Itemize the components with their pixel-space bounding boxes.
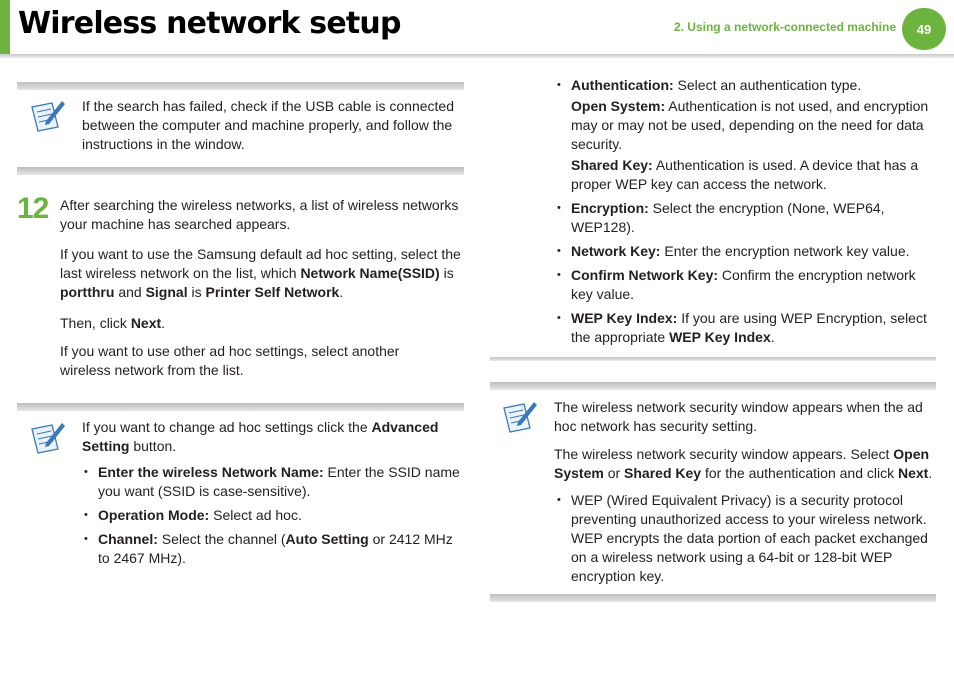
note-pencil-icon bbox=[28, 419, 68, 459]
list-item: • Confirm Network Key: Confirm the encryption network key value. bbox=[557, 266, 937, 304]
right-list-bottom-rule bbox=[490, 357, 936, 361]
list-item: • Enter the wireless Network Name: Enter the SSID name you want (SSID is case-sensitive). bbox=[84, 463, 462, 501]
note3-list bbox=[557, 491, 937, 591]
header-accent-bar bbox=[0, 0, 10, 54]
note3-paragraph-2: The wireless network security window appears. Select Open System or Shared Key for the authentication and click Next. bbox=[554, 446, 933, 481]
page-title: Wireless network setup bbox=[18, 6, 401, 41]
note2-list bbox=[84, 463, 462, 573]
note3-paragraph-1: The wireless network security window appears when the ad hoc network has security setting. bbox=[554, 399, 923, 434]
right-settings-list bbox=[557, 76, 937, 352]
note2-intro: If you want to change ad hoc settings click the Advanced Setting button. bbox=[82, 419, 439, 454]
note1-top-rule bbox=[17, 82, 464, 90]
open-system-desc: Open System: Authentication is not used, and encryption may or may not be used, depending on the need for data security. bbox=[571, 98, 929, 152]
list-item: • WEP (Wired Equivalent Privacy) is a security protocol preventing unauthorized access to your wireless network. WEP encrypts the data portion of each packet exchanged on a wireless network using a 64-bit or 128-bit WEP encryption key. bbox=[557, 491, 937, 586]
header-divider bbox=[0, 54, 954, 58]
note2-top-rule bbox=[17, 403, 464, 411]
list-item: • Authentication: Select an authentication type. Open System: Authentication is not used, and encryption may or may not be used, depending on the need for data security. Shared Key: Authentication is used. A device that has a proper WEP key can access the network. bbox=[557, 76, 937, 194]
section-label: 2. Using a network-connected machine bbox=[673, 20, 896, 34]
note-pencil-icon bbox=[500, 398, 540, 438]
list-item: • Network Key: Enter the encryption network key value. bbox=[557, 242, 937, 261]
note-pencil-icon bbox=[28, 97, 68, 137]
note1-bottom-rule bbox=[17, 167, 464, 175]
note3-bottom-rule bbox=[490, 594, 936, 602]
step12-paragraph-4: If you want to use other ad hoc settings, select another wireless network from the list. bbox=[60, 343, 400, 378]
step12-paragraph-2: If you want to use the Samsung default ad hoc setting, select the last wireless network on the list, which Network Name(SSID) is portthru and Signal is Printer Self Network. bbox=[60, 246, 461, 300]
step12-paragraph-1: After searching the wireless networks, a list of wireless networks your machine has searched appears. bbox=[60, 197, 459, 232]
note3-top-rule bbox=[490, 382, 936, 390]
page-number: 49 bbox=[916, 21, 932, 37]
step-number: 12 bbox=[17, 192, 49, 225]
list-item: • Encryption: Select the encryption (None, WEP64, WEP128). bbox=[557, 199, 937, 237]
list-item: • Channel: Select the channel (Auto Setting or 2412 MHz to 2467 MHz). bbox=[84, 530, 462, 568]
list-item: • WEP Key Index: If you are using WEP Encryption, select the appropriate WEP Key Index. bbox=[557, 309, 937, 347]
step12-paragraph-3: Then, click Next. bbox=[60, 315, 166, 331]
page-number-badge bbox=[902, 8, 946, 50]
note1-text: If the search has failed, check if the USB cable is connected between the computer and machine properly, and follow the instructions in the window. bbox=[82, 98, 454, 152]
shared-key-desc: Shared Key: Authentication is used. A device that has a proper WEP key can access the network. bbox=[571, 157, 919, 192]
list-item: • Operation Mode: Select ad hoc. bbox=[84, 506, 462, 525]
